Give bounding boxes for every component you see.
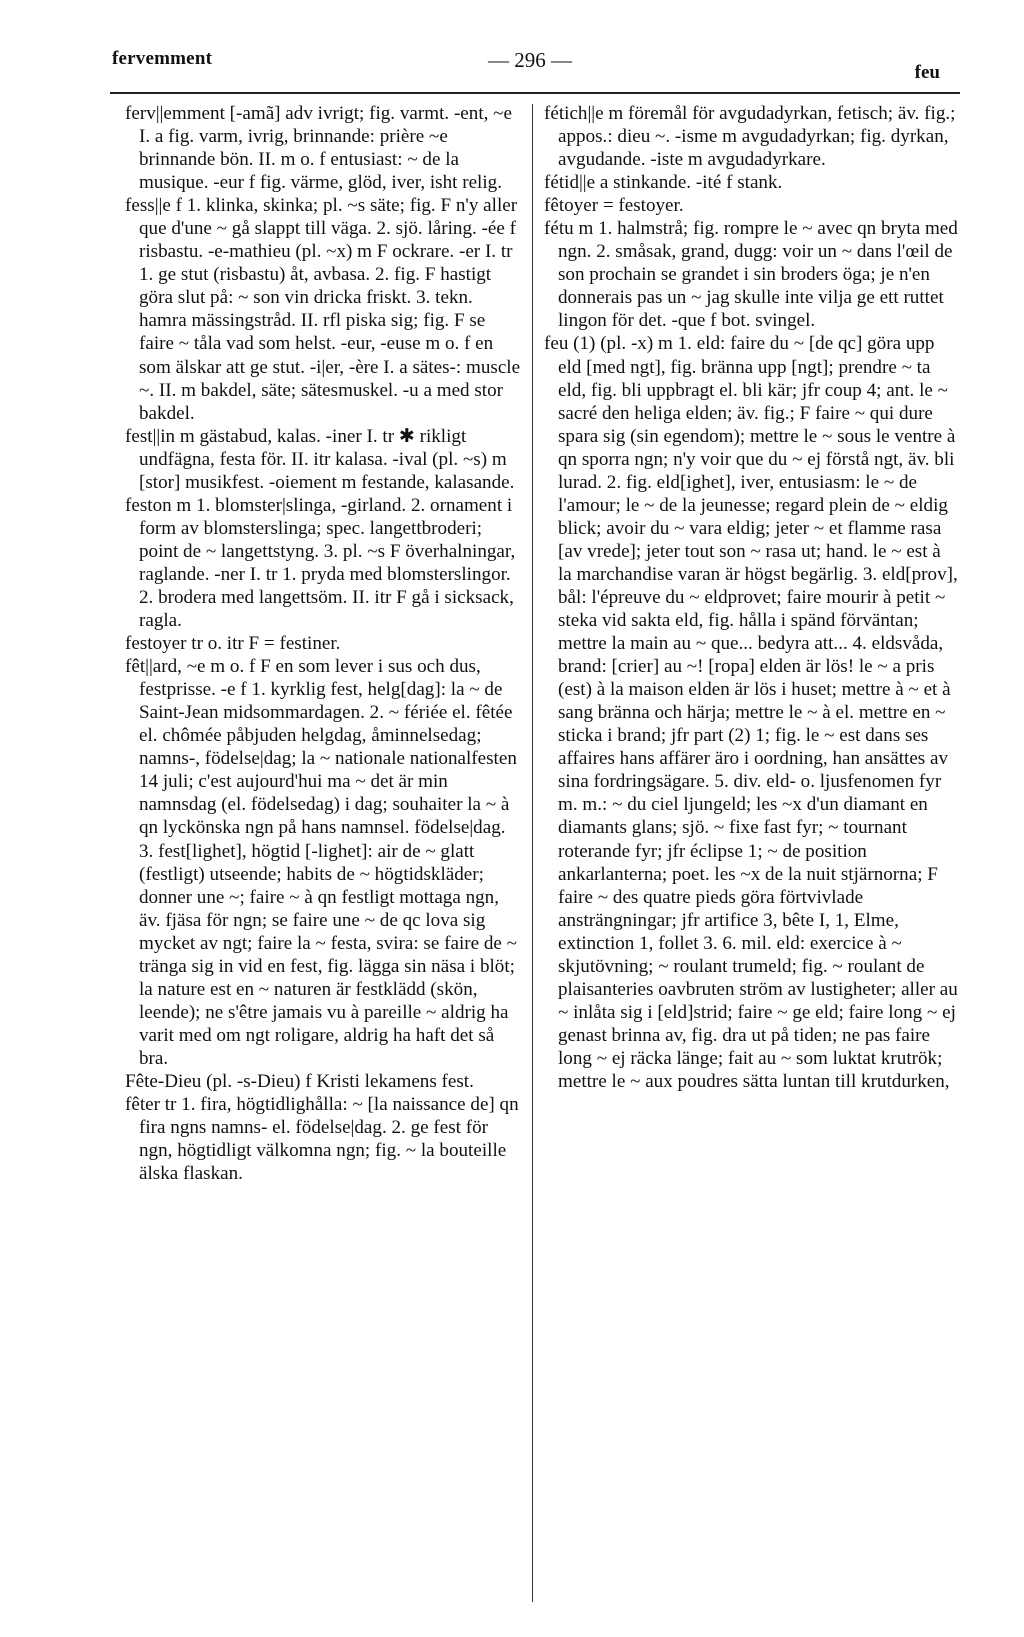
entry-feter: fêter tr 1. fira, högtidlighålla: ~ [la naissance de] qn fira ngns namns- el. födelse|dag. 2. ge fest för ngn, högtidligt välkomna ngn; fig. ~ la bouteille älska flaskan.: [125, 1094, 519, 1185]
entry-fetiche: fétich||e m föremål för avgudadyrkan, fetisch; äv. fig.; appos.: dieu ~. -isme m avgudadyrkan; fig. dyrkan, avgudande. -iste m avgudadyrkare.: [544, 103, 956, 171]
header-rule: [110, 92, 960, 94]
entry-fetide: fétid||e a stinkande. -ité f stank.: [544, 172, 783, 194]
entry-festoyer: festoyer tr o. itr F = festiner.: [125, 633, 341, 655]
left-column: [125, 102, 521, 1185]
entry-fete-dieu: Fête-Dieu (pl. -s-Dieu) f Kristi lekamens fest.: [125, 1070, 474, 1092]
entry-fervemment: ferv||emment [-amã] adv ivrigt; fig. varmt. -ent, ~e I. a fig. varm, ivrig, brinnande: prière ~e brinnande bön. II. m o. f entusiast: ~ de la musique. -eur f fig. värme, glöd, iver, isht relig.: [125, 103, 512, 194]
entry-fetoyer: fêtoyer = festoyer.: [544, 195, 684, 217]
page-number: — 296 —: [488, 48, 572, 72]
entry-festin: fest||in m gästabud, kalas. -iner I. tr ✱ rikligt undfägna, festa för. II. itr kalasa. -ival (pl. ~s) m [stor] musikfest. -oiement m festande, kalasande.: [125, 425, 515, 493]
entry-fetu: fétu m 1. halmstrå; fig. rompre le ~ avec qn bryta med ngn. 2. småsak, grand, dugg: voir un ~ dans l'œil de son prochain se grandet i sin broders öga; je n'en donnerais pas un ~ jag skulle inte vilja ge ett ruttet lingon för det. -que f bot. svingel.: [544, 218, 958, 332]
entry-feston: feston m 1. blomster|slinga, -girland. 2. ornament i form av blomsterslinga; spec. langettbroderi; point de ~ langettstyng. 3. pl. ~s F överhalningar, raglande. -ner I. tr 1. pryda med blomsterslingor. 2. brodera med langettsöm. II. itr F gå i sicksack, ragla.: [125, 494, 516, 632]
column-divider: [532, 104, 533, 1602]
entry-fetard: fêt||ard, ~e m o. f F en som lever i sus och dus, festprisse. -e f 1. kyrklig fest, helg[dag]: la ~ de Saint-Jean midsommardagen. 2. ~ fériée el. fêtée el. chômée påbjuden helgdag, åminnelsedag; namns-, födelse|dag; la ~ nationale nationalfesten 14 juli; c'est aujourd'hui ma ~ det är min namnsdag (el. födelsedag) i dag; souhaiter la ~ à qn lyckönska ngn på hans namnsel. födelse|dag. 3. fest[lighet], högtid [-lighet]: air de ~ glatt (festligt) utseende; habits de ~ högtidskläder; donner une ~; faire ~ à qn festligt mottaga ngn, äv. fjäsa för ngn; se faire une ~ de qc lova sig mycket av ngt; faire la ~ festa, svira: se faire de ~ tränga sig in vid en fest, fig. lägga sin näsa i blöt; la nature est en ~ naturen är festklädd (skön, leende); ne s'être jamais vu à pareille ~ aldrig ha varit med om ngt roligare, aldrig ha haft det så bra.: [125, 656, 517, 1069]
entry-fesse: fess||e f 1. klinka, skinka; pl. ~s säte; fig. F n'y aller que d'une ~ gå slappt till väga. 2. sjö. låring. -ée f risbastu. -e-mathieu (pl. ~x) m F ockrare. -er I. tr 1. ge stut (risbastu) åt, avbasa. 2. fig. F hastigt göra slut på: ~ son vin dricka friskt. 3. tekn. hamra mässingstråd. II. rfl piska sig; fig. F se faire ~ tåla vad som helst. -eur, -euse m o. f en som älskar att ge stut. -i|er, -ère I. a sätes-: muscle ~. II. m bakdel, säte; sätesmuskel. -u a med stor bakdel.: [125, 195, 521, 424]
running-head-left: fervemment: [112, 48, 213, 69]
entry-feu: feu (1) (pl. -x) m 1. eld: faire du ~ [de qc] göra upp eld [med ngt], fig. bränna upp [ngt]; prendre ~ ta eld, fig. bli uppbragt el. bli kär; jfr coup 4; ant. le ~ sacré den heliga elden; äv. fig.; F faire ~ qui dure spara sig (sin egendom); mettre le ~ sous le ventre à qn sporra ngn; n'y voir que du ~ ej förstå ngt, äv. bli lurad. 2. fig. eld[ighet], iver, entusiasm: le ~ de l'amour; le ~ de la jeunesse; regard plein de ~ eldig blick; avoir du ~ vara eldig; jeter ~ et flamme rasa [av vrede]; jeter tout son ~ rasa ut; hand. le ~ est à la marchandise varan är högst begärlig. 3. eld[prov], bål: l'épreuve du ~ eldprovet; faire mourir à petit ~ steka vid sakta eld, fig. hålla i spänd förväntan; mettre la main au ~ que... bedyra att... 4. eldsvåda, brand: [crier] au ~! [ropa] elden är lös! le ~ a pris (est) à la maison elden är lös i huset; mettre à ~ et à sang bränna och härja; mettre le ~ à el. mettre en ~ sticka i brand; jfr part (2) 1; fig. le ~ est dans ses affaires hans affärer äro i oordning, han ansättes av sina fordringsägare. 5. div. eld- o. ljusfenomen fyr m. m.: ~ du ciel ljungeld; les ~x d'un diamant en diamants glans; sjö. ~ fixe fast fyr; ~ tournant roterande fyr; jfr éclipse 1; ~ de position ankarlanterna; poet. les ~x de la nuit stjärnorna; F faire ~ des quatre pieds göra förtvivlade ansträngningar; jfr artifice 3, bête I, 1, Elme, extinction 1, follet 3. 6. mil. eld: exercice à ~ skjutövning; ~ roulant trumeld; fig. ~ roulant de plaisanteries oavbruten ström av lustigheter; aller au ~ inlåta sig i [eld]strid; faire ~ ge eld; faire long ~ ej genast brinna av, fig. dra ut på tiden; ne pas faire long ~ ej räcka länge; fait au ~ som luktat krutrök; mettre le ~ aux poudres sätta luntan till krutdurken,: [544, 333, 958, 1092]
right-column: [544, 102, 958, 1093]
running-head-right: feu: [914, 62, 940, 83]
